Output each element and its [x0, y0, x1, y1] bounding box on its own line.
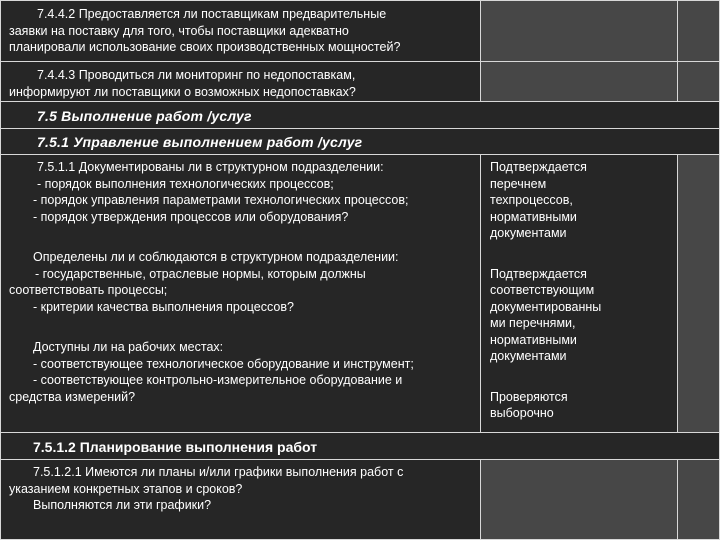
- question-line: - порядок утверждения процессов или оборудования?: [33, 209, 349, 224]
- evidence-note-1: Подтверждается перечнем техпроцессов, нормативными документами: [490, 160, 587, 240]
- question-line: соответствовать процессы;: [9, 283, 168, 297]
- question-7-4-4-3: [0, 61, 481, 102]
- question-line: заявки на поставку для того, чтобы поставщики адекватно: [9, 23, 349, 38]
- question-line: - государственные, отраслевые нормы, которым должны: [35, 266, 366, 281]
- section-heading-7-5-1-2: [0, 432, 720, 460]
- question-line: - порядок управления параметрами технологических процессов;: [33, 193, 409, 207]
- question-line: информируют ли поставщики о возможных недопоставках?: [9, 84, 356, 99]
- notes-cell: [677, 154, 720, 433]
- question-7-4-4-2: [0, 0, 481, 62]
- question-line: планировали использование своих производственных мощностей?: [9, 40, 401, 54]
- question-line: средства измерений?: [9, 389, 136, 404]
- evidence-note-2: Подтверждается соответствующим документированны ми перечнями, нормативными документами: [490, 266, 602, 363]
- question-line: - соответствующее технологическое оборудование и инструмент;: [33, 356, 414, 371]
- question-line: 7.5.1.1 Документированы ли в структурном подразделении:: [37, 160, 384, 174]
- question-line: Доступны ли на рабочих местах:: [33, 340, 224, 354]
- question-7-5-1-2-1: [0, 459, 481, 540]
- question-line: - соответствующее контрольно-измерительное оборудование и: [33, 373, 403, 387]
- section-heading-7-5-1: [0, 128, 720, 155]
- answer-cell: [480, 459, 678, 540]
- question-line: 7.5.1.2.1 Имеются ли планы и/или графики выполнения работ с: [33, 465, 404, 479]
- section-title: 7.5.1 Управление выполнением работ /услуг: [37, 134, 363, 150]
- section-heading-7-5: [0, 101, 720, 129]
- answer-cell: [480, 0, 678, 62]
- notes-cell: [677, 61, 720, 102]
- question-7-5-1-1: [0, 154, 481, 433]
- section-title: 7.5.1.2 Планирование выполнения работ: [33, 439, 318, 455]
- question-line: Определены ли и соблюдаются в структурном подразделении:: [33, 250, 399, 264]
- question-line: 7.4.4.3 Проводиться ли мониторинг по недопоставкам,: [37, 68, 356, 82]
- question-line: Выполняются ли эти графики?: [33, 498, 212, 512]
- section-title: 7.5 Выполнение работ /услуг: [37, 108, 252, 124]
- question-line: - критерии качества выполнения процессов?: [33, 299, 294, 314]
- notes-cell: [677, 0, 720, 62]
- evidence-note-3: Проверяются выборочно: [490, 389, 568, 420]
- question-line: указанием конкретных этапов и сроков?: [9, 481, 243, 496]
- evidence-cell: [480, 154, 678, 433]
- question-line: 7.4.4.2 Предоставляется ли поставщикам предварительные: [37, 7, 387, 21]
- answer-cell: [480, 61, 678, 102]
- question-line: - порядок выполнения технологических процессов;: [37, 176, 334, 191]
- notes-cell: [677, 459, 720, 540]
